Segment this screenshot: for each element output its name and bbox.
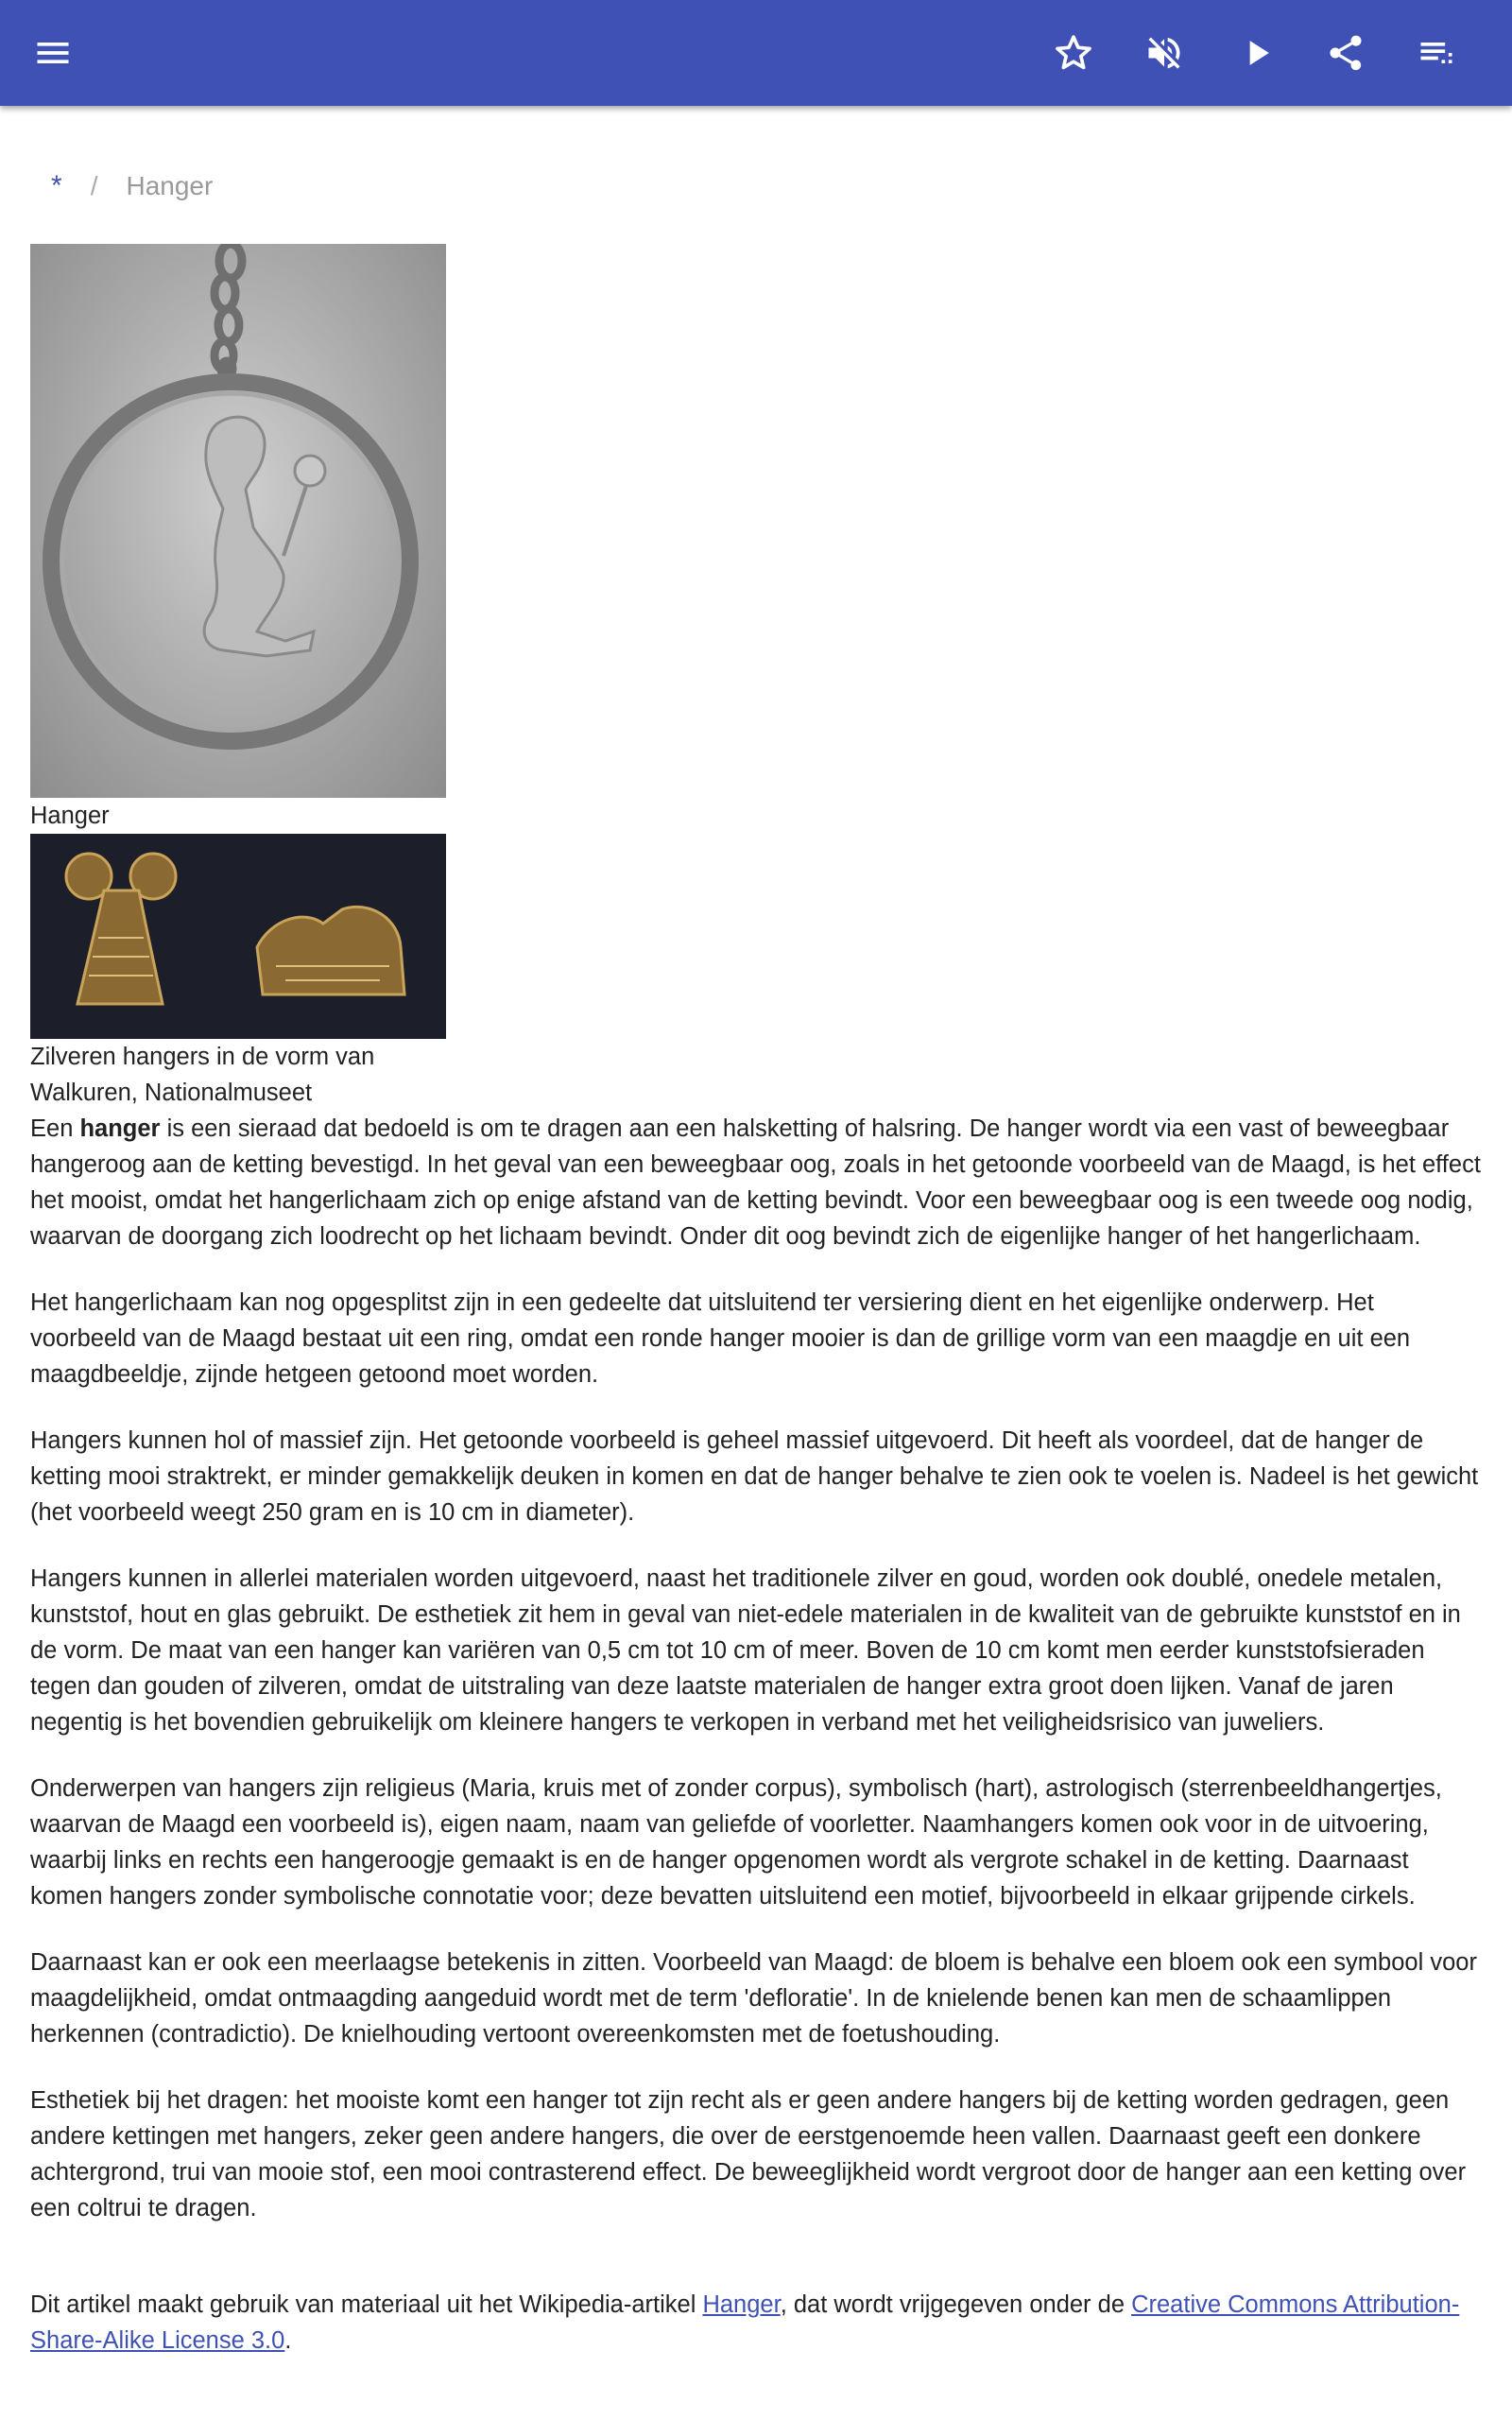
license-link[interactable]: Creative Commons Attribution-Share-Alike License 3.0 [30,2291,1460,2354]
attribution-text: , dat wordt vrijgegeven onder de [780,2291,1132,2318]
paragraph-text: Een [30,1115,80,1142]
paragraph: Daarnaast kan er ook een meerlaagse betekenis in zitten. Voorbeeld van Maagd: de bloem is behalve een bloem ook een symbool voor maagdelijkheid, omdat ontmaagding aangeduid wordt met de term 'defloratie'. In de knielende benen kan men de schaamlippen herkennen (contradictio). De knielhouding vertoont overeenkomsten met de foetushouding. [30,1949,1477,2048]
paragraph-text: is een sieraad dat bedoeld is om te dragen aan een halsketting of halsring. De hanger wordt via een vast of beweegbaar hangeroog aan de ketting bevestigd. In het geval van een beweegbaar oog, zoals in het getoonde voorbeeld van de Maagd, is het effect het mooist, omdat het hangerlichaam zich op enige afstand van de ketting bevindt. Voor een beweegbaar oog is een tweede oog nodig, waarvan de doorgang zich loodrecht op het lichaam bevindt. Onder dit oog bevindt zich de eigenlijke hanger of het hangerlichaam. [30,1115,1481,1250]
figure-caption: Zilveren hangers in de vorm van Walkuren, Nationalmuseet [30,1044,375,1106]
pendant-image[interactable] [30,244,446,798]
breadcrumb-current: Hanger [126,171,214,200]
figure-caption: Hanger [30,803,110,829]
attribution-text: . [284,2327,292,2354]
hamburger-menu-icon[interactable] [25,25,81,81]
paragraph [30,1111,1482,1254]
volume-off-icon[interactable] [1136,25,1193,81]
paragraph: Hangers kunnen in allerlei materialen worden uitgevoerd, naast het traditionele zilver en goud, worden ook doublé, onedele metalen, kunststof, hout en glas gebruikt. De esthetiek zit hem in geval van niet-edele materialen in de kwaliteit van de gebruikte kunststof en in de vorm. De maat van een hanger kan variëren van 0,5 cm tot 10 cm of meer. Boven de 10 cm komt men eerder kunststofsieraden tegen dan gouden of zilveren, omdat de uitstraling van deze laatste materialen de hanger extra groot doen lijken. Vanaf de jaren negentig is het bovendien gebruikelijk om kleinere hangers te verkopen in verband met het veiligheidsrisico van juweliers. [30,1565,1461,1736]
playlist-icon[interactable] [1408,25,1465,81]
paragraph: Het hangerlichaam kan nog opgesplitst zijn in een gedeelte dat uitsluitend ter versiering dient en het eigenlijke onderwerp. Het voorbeeld van de Maagd bestaat uit een ring, omdat een ronde hanger mooier is dan de grillige vorm van een maagdje en uit een maagdbeeldje, zijnde hetgeen getoond moet worden. [30,1289,1411,1388]
term-bold: hanger [79,1115,161,1142]
paragraph: Esthetiek bij het dragen: het mooiste komt een hanger tot zijn recht als er geen andere hangers bij de ketting worden gedragen, geen andere kettingen met hangers, zeker geen andere hangers, die over de eerstgenoemde heen vallen. Daarnaast geeft een donkere achtergrond, trui van mooie stof, een mooi contrasterend effect. De beweeglijkheid wordt vergroot door de hanger aan een ketting over een coltrui te dragen. [30,2087,1467,2221]
app-bar [0,0,1512,106]
attribution-note [30,2287,1482,2359]
breadcrumb-separator: / [90,171,98,200]
paragraph: Onderwerpen van hangers zijn religieus (Maria, kruis met of zonder corpus), symbolisch (hart), astrologisch (sterrenbeeldhangertjes, waarvan de Maagd een voorbeeld is), eigen naam, naam van geliefde of voorletter. Naamhangers komen ook voor in de uitvoering, waarbij links en rechts een hangeroogje gemaakt is en de hanger opgenomen wordt als vergrote schakel in de ketting. Daarnaast komen hangers zonder symbolische connotatie voor; deze bevatten uitsluitend een motief, bijvoorbeeld in elkaar grijpende cirkels. [30,1775,1442,1910]
article-body [30,1111,1482,2226]
valkyrie-pendants-image[interactable] [30,834,446,1039]
paragraph: Hangers kunnen hol of massief zijn. Het getoonde voorbeeld is geheel massief uitgevoerd. Dit heeft als voordeel, dat de hanger de ketting mooi straktrekt, er minder gemakkelijk deuken in komen en dat de hanger behalve te zien ook te voelen is. Nadeel is het gewicht (het voorbeeld weegt 250 gram en is 10 cm in diameter). [30,1427,1479,1526]
star-icon[interactable] [1045,25,1102,81]
wikipedia-article-link[interactable]: Hanger [702,2291,781,2318]
play-icon[interactable] [1228,25,1285,81]
share-icon[interactable] [1317,25,1374,81]
figure-pendant [30,244,1482,834]
figure-valkyries [30,834,1482,1111]
article-content [30,244,1482,2359]
breadcrumb-home-link[interactable]: * [51,170,62,201]
attribution-text: Dit artikel maakt gebruik van materiaal uit het Wikipedia-artikel [30,2291,703,2318]
breadcrumb [51,170,213,202]
